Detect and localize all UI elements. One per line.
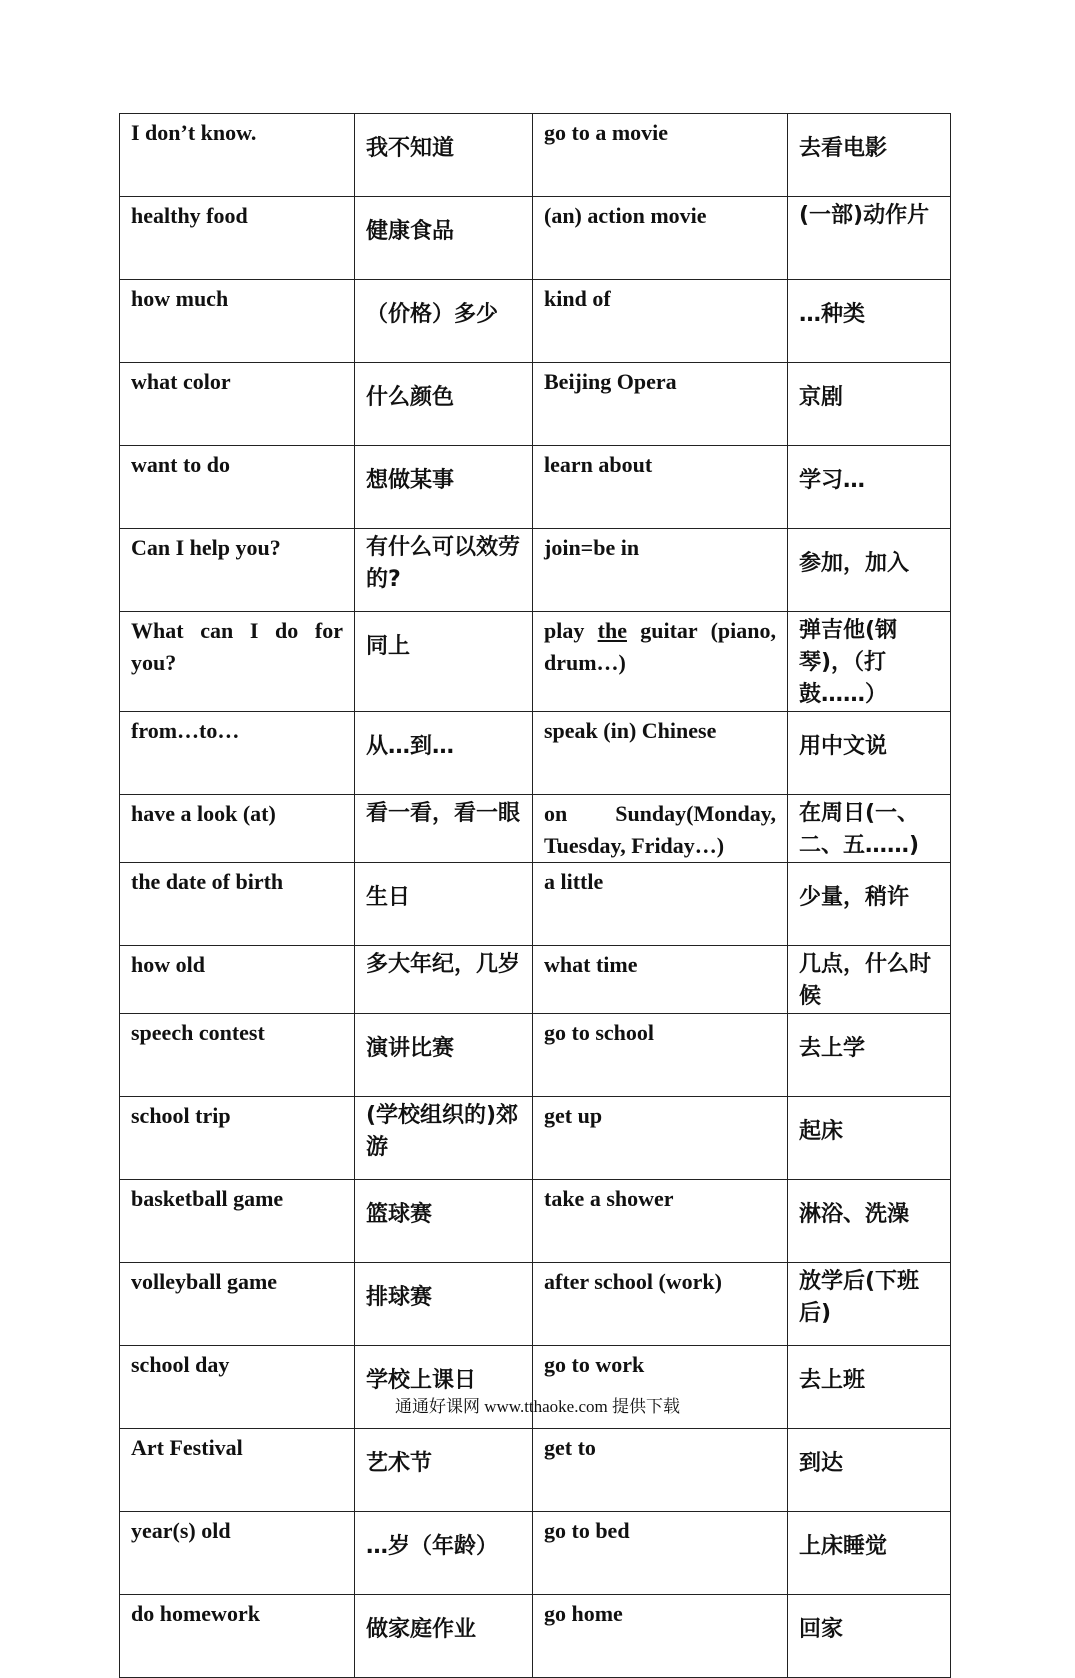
english-phrase-cell: go home	[533, 1595, 788, 1678]
english-phrase-cell: school trip	[120, 1097, 355, 1180]
chinese-meaning-cell: 去上学	[788, 1014, 951, 1097]
chinese-meaning-cell: 有什么可以效劳的?	[355, 529, 533, 612]
chinese-meaning-cell: 到达	[788, 1429, 951, 1512]
chinese-meaning-cell: 少量，稍许	[788, 863, 951, 946]
table-row	[120, 1014, 951, 1097]
chinese-meaning-cell: 排球赛	[355, 1263, 533, 1346]
chinese-meaning-cell: 用中文说	[788, 712, 951, 795]
chinese-meaning-cell: 去看电影	[788, 114, 951, 197]
table-row	[120, 529, 951, 612]
chinese-meaning-cell: 看一看，看一眼	[355, 795, 533, 863]
chinese-meaning-cell: …种类	[788, 280, 951, 363]
table-row	[120, 114, 951, 197]
english-phrase-cell: how much	[120, 280, 355, 363]
english-phrase-cell: go to work	[533, 1346, 788, 1429]
chinese-meaning-cell: 弹吉他(钢琴)，（打鼓……）	[788, 612, 951, 712]
chinese-meaning-cell: 生日	[355, 863, 533, 946]
chinese-meaning-cell: 健康食品	[355, 197, 533, 280]
english-phrase-cell: Can I help you?	[120, 529, 355, 612]
chinese-meaning-cell: …岁（年龄）	[355, 1512, 533, 1595]
english-phrase-cell: from…to…	[120, 712, 355, 795]
english-phrase-cell: go to bed	[533, 1512, 788, 1595]
table-row	[120, 197, 951, 280]
chinese-meaning-cell: 什么颜色	[355, 363, 533, 446]
english-phrase-cell: get to	[533, 1429, 788, 1512]
table-row	[120, 612, 951, 712]
english-phrase-cell: what color	[120, 363, 355, 446]
chinese-meaning-cell: 篮球赛	[355, 1180, 533, 1263]
chinese-meaning-cell: 回家	[788, 1595, 951, 1678]
table-row	[120, 1180, 951, 1263]
table-row	[120, 1429, 951, 1512]
chinese-meaning-cell: 几点，什么时候	[788, 946, 951, 1014]
english-phrase-cell: on Sunday(Monday, Tuesday, Friday…)	[533, 795, 788, 863]
english-phrase-cell: what time	[533, 946, 788, 1014]
english-phrase-cell: speech contest	[120, 1014, 355, 1097]
chinese-meaning-cell: 放学后(下班后)	[788, 1263, 951, 1346]
english-phrase-cell: kind of	[533, 280, 788, 363]
table-row	[120, 1263, 951, 1346]
english-phrase-cell: have a look (at)	[120, 795, 355, 863]
english-phrase-cell: school day	[120, 1346, 355, 1429]
chinese-meaning-cell: 多大年纪，几岁	[355, 946, 533, 1014]
chinese-meaning-cell: 从…到…	[355, 712, 533, 795]
chinese-meaning-cell: （价格）多少	[355, 280, 533, 363]
table-row	[120, 1595, 951, 1678]
english-phrase-cell: take a shower	[533, 1180, 788, 1263]
english-phrase-cell: Beijing Opera	[533, 363, 788, 446]
vocabulary-table-body	[120, 114, 951, 1678]
chinese-meaning-cell: (学校组织的)郊游	[355, 1097, 533, 1180]
chinese-meaning-cell: 做家庭作业	[355, 1595, 533, 1678]
english-phrase-cell	[533, 612, 788, 712]
english-phrase-cell: I don’t know.	[120, 114, 355, 197]
chinese-meaning-cell: 去上班	[788, 1346, 951, 1429]
english-phrase-cell: get up	[533, 1097, 788, 1180]
chinese-meaning-cell: 演讲比赛	[355, 1014, 533, 1097]
table-row	[120, 1512, 951, 1595]
english-phrase-cell: want to do	[120, 446, 355, 529]
english-phrase-cell: join=be in	[533, 529, 788, 612]
chinese-meaning-cell: 起床	[788, 1097, 951, 1180]
chinese-meaning-cell: (一部)动作片	[788, 197, 951, 280]
table-row	[120, 712, 951, 795]
chinese-meaning-cell: 想做某事	[355, 446, 533, 529]
english-phrase-cell: learn about	[533, 446, 788, 529]
chinese-meaning-cell: 同上	[355, 612, 533, 712]
english-phrase-cell: basketball game	[120, 1180, 355, 1263]
chinese-meaning-cell: 京剧	[788, 363, 951, 446]
english-phrase-cell: how old	[120, 946, 355, 1014]
chinese-meaning-cell: 学习…	[788, 446, 951, 529]
table-row	[120, 1097, 951, 1180]
chinese-meaning-cell: 我不知道	[355, 114, 533, 197]
phrase-part: play	[544, 618, 598, 643]
chinese-meaning-cell: 淋浴、洗澡	[788, 1180, 951, 1263]
chinese-meaning-cell: 上床睡觉	[788, 1512, 951, 1595]
english-phrase-cell: a little	[533, 863, 788, 946]
english-phrase-cell: speak (in) Chinese	[533, 712, 788, 795]
chinese-meaning-cell: 艺术节	[355, 1429, 533, 1512]
chinese-meaning-cell: 在周日(一、二、五……)	[788, 795, 951, 863]
english-phrase-cell: volleyball game	[120, 1263, 355, 1346]
phrase-part: guitar (piano, drum…)	[544, 618, 776, 675]
english-phrase-cell: Art Festival	[120, 1429, 355, 1512]
english-phrase-cell: go to a movie	[533, 114, 788, 197]
english-phrase-cell: (an) action movie	[533, 197, 788, 280]
english-phrase-cell: the date of birth	[120, 863, 355, 946]
table-row	[120, 946, 951, 1014]
table-row	[120, 363, 951, 446]
table-row	[120, 280, 951, 363]
english-phrase-cell: year(s) old	[120, 1512, 355, 1595]
english-phrase-cell: What can I do for you?	[120, 612, 355, 712]
english-phrase-cell: healthy food	[120, 197, 355, 280]
chinese-meaning-cell: 参加，加入	[788, 529, 951, 612]
english-phrase-cell: do homework	[120, 1595, 355, 1678]
vocabulary-table	[119, 113, 951, 1678]
page-footer: 通通好课网 www.tthaoke.com 提供下载	[394, 1397, 681, 1416]
table-row	[120, 446, 951, 529]
table-row	[120, 795, 951, 863]
chinese-meaning-cell: 学校上课日	[355, 1346, 533, 1429]
table-row	[120, 863, 951, 946]
english-phrase-cell: after school (work)	[533, 1263, 788, 1346]
english-phrase-cell: go to school	[533, 1014, 788, 1097]
underlined-article: the	[597, 618, 627, 643]
